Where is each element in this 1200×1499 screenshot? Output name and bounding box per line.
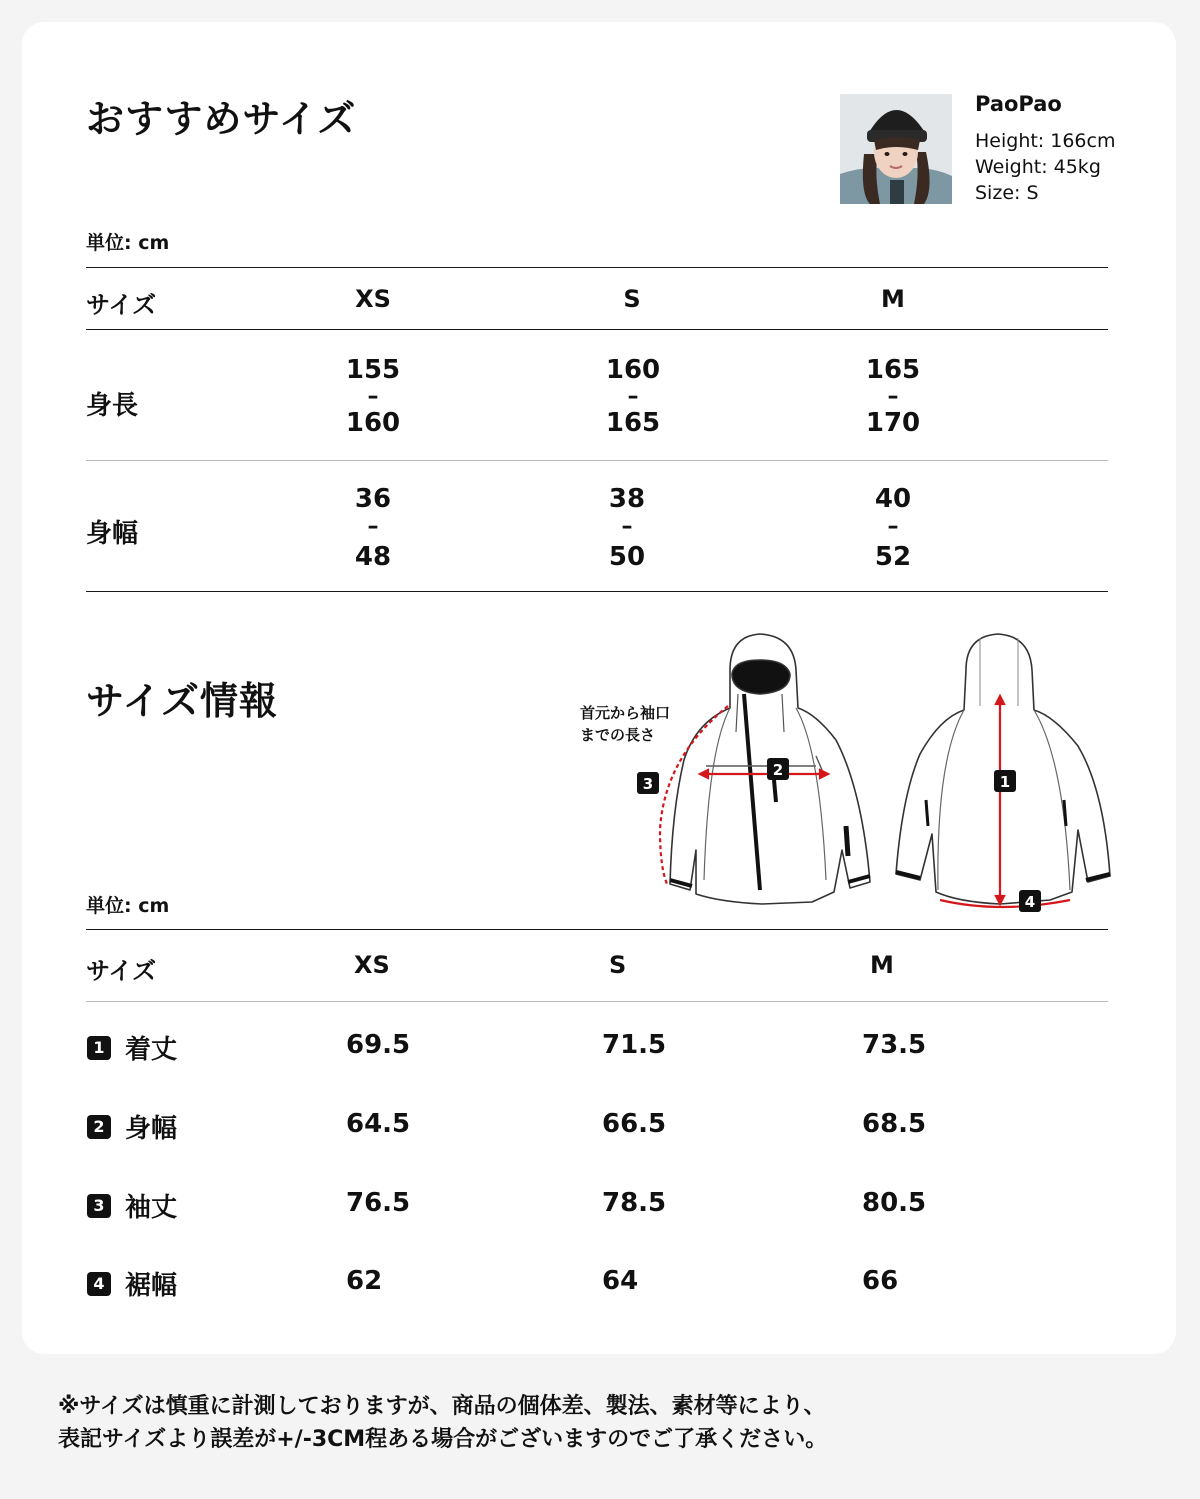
cell-value: 66.5 — [602, 1109, 667, 1139]
unit-label: 単位: cm — [86, 232, 170, 254]
info-header-xs: XS — [354, 951, 390, 979]
range-dash: – — [367, 384, 379, 409]
recommended-title: おすすめサイズ — [86, 97, 357, 141]
model-name: PaoPao — [975, 92, 1062, 116]
cell-max: 170 — [865, 408, 921, 438]
table-divider — [86, 329, 1108, 330]
cell-max: 52 — [874, 542, 912, 572]
badge-4: 4 — [87, 1272, 111, 1296]
row-label-width: 身幅 — [86, 519, 139, 549]
cell-value: 64 — [602, 1266, 639, 1296]
cell-value: 71.5 — [602, 1030, 667, 1060]
cell-value: 62 — [346, 1266, 383, 1296]
size-header-m: M — [881, 285, 905, 313]
badge-3: 3 — [87, 1194, 111, 1218]
cell-max: 48 — [354, 542, 392, 572]
cell-value: 69.5 — [346, 1030, 411, 1060]
jacket-diagram — [580, 630, 1120, 920]
footnote-line1: ※サイズは慎重に計測しておりますが、商品の個体差、製法、素材等により、 — [58, 1394, 826, 1419]
cell-min: 40 — [874, 484, 912, 514]
size-header-xs: XS — [355, 285, 391, 313]
cell-value: 76.5 — [346, 1188, 411, 1218]
cell-value: 66 — [862, 1266, 899, 1296]
row-label-hem — [87, 1265, 177, 1302]
info-header-label: サイズ — [86, 957, 157, 985]
range-dash: – — [887, 384, 899, 409]
info-header-s: S — [609, 951, 627, 979]
row-label-text: 着丈 — [125, 1035, 178, 1065]
table-divider — [86, 267, 1108, 268]
range-dash: – — [367, 514, 379, 539]
row-divider — [86, 460, 1108, 461]
row-label-sleeve — [87, 1187, 177, 1224]
cell-min: 36 — [354, 484, 392, 514]
badge-1: 1 — [87, 1036, 111, 1060]
model-photo — [840, 94, 952, 204]
row-label-text: 身幅 — [125, 1114, 178, 1144]
row-label-text: 袖丈 — [125, 1193, 178, 1223]
cell-min: 165 — [865, 355, 921, 385]
table-divider — [86, 929, 1108, 930]
marker-3-label: 3 — [642, 775, 654, 793]
marker-2-label: 2 — [772, 761, 784, 779]
model-weight: Weight: 45kg — [975, 156, 1101, 178]
marker-4-label: 4 — [1024, 893, 1036, 911]
table-divider — [86, 591, 1108, 592]
row-label-text: 裾幅 — [125, 1271, 178, 1301]
cell-min: 155 — [345, 355, 401, 385]
unit-label: 単位: cm — [86, 895, 170, 917]
sleeve-note-line2: までの長さ — [580, 726, 656, 744]
sleeve-note-line1: 首元から袖口 — [580, 704, 671, 722]
range-dash: – — [621, 514, 633, 539]
size-header-s: S — [623, 285, 641, 313]
footnote-line2: 表記サイズより誤差が+/-3CM程ある場合がございますのでご了承ください。 — [58, 1427, 828, 1452]
range-dash: – — [627, 384, 639, 409]
model-height: Height: 166cm — [975, 130, 1116, 152]
cell-value: 64.5 — [346, 1109, 411, 1139]
badge-2: 2 — [87, 1115, 111, 1139]
marker-1-label: 1 — [999, 773, 1011, 791]
cell-value: 80.5 — [862, 1188, 927, 1218]
model-size: Size: S — [975, 182, 1039, 204]
cell-max: 165 — [605, 408, 661, 438]
row-label-chest — [87, 1108, 177, 1145]
row-label-length — [87, 1029, 177, 1066]
row-label-height: 身長 — [86, 391, 139, 421]
info-header-m: M — [870, 951, 894, 979]
range-dash: – — [887, 514, 899, 539]
row-divider — [86, 1001, 1108, 1002]
cell-max: 50 — [608, 542, 646, 572]
cell-value: 73.5 — [862, 1030, 927, 1060]
cell-min: 38 — [608, 484, 646, 514]
cell-max: 160 — [345, 408, 401, 438]
size-info-title: サイズ情報 — [86, 679, 278, 723]
cell-min: 160 — [605, 355, 661, 385]
cell-value: 78.5 — [602, 1188, 667, 1218]
cell-value: 68.5 — [862, 1109, 927, 1139]
size-header-label: サイズ — [86, 291, 157, 319]
